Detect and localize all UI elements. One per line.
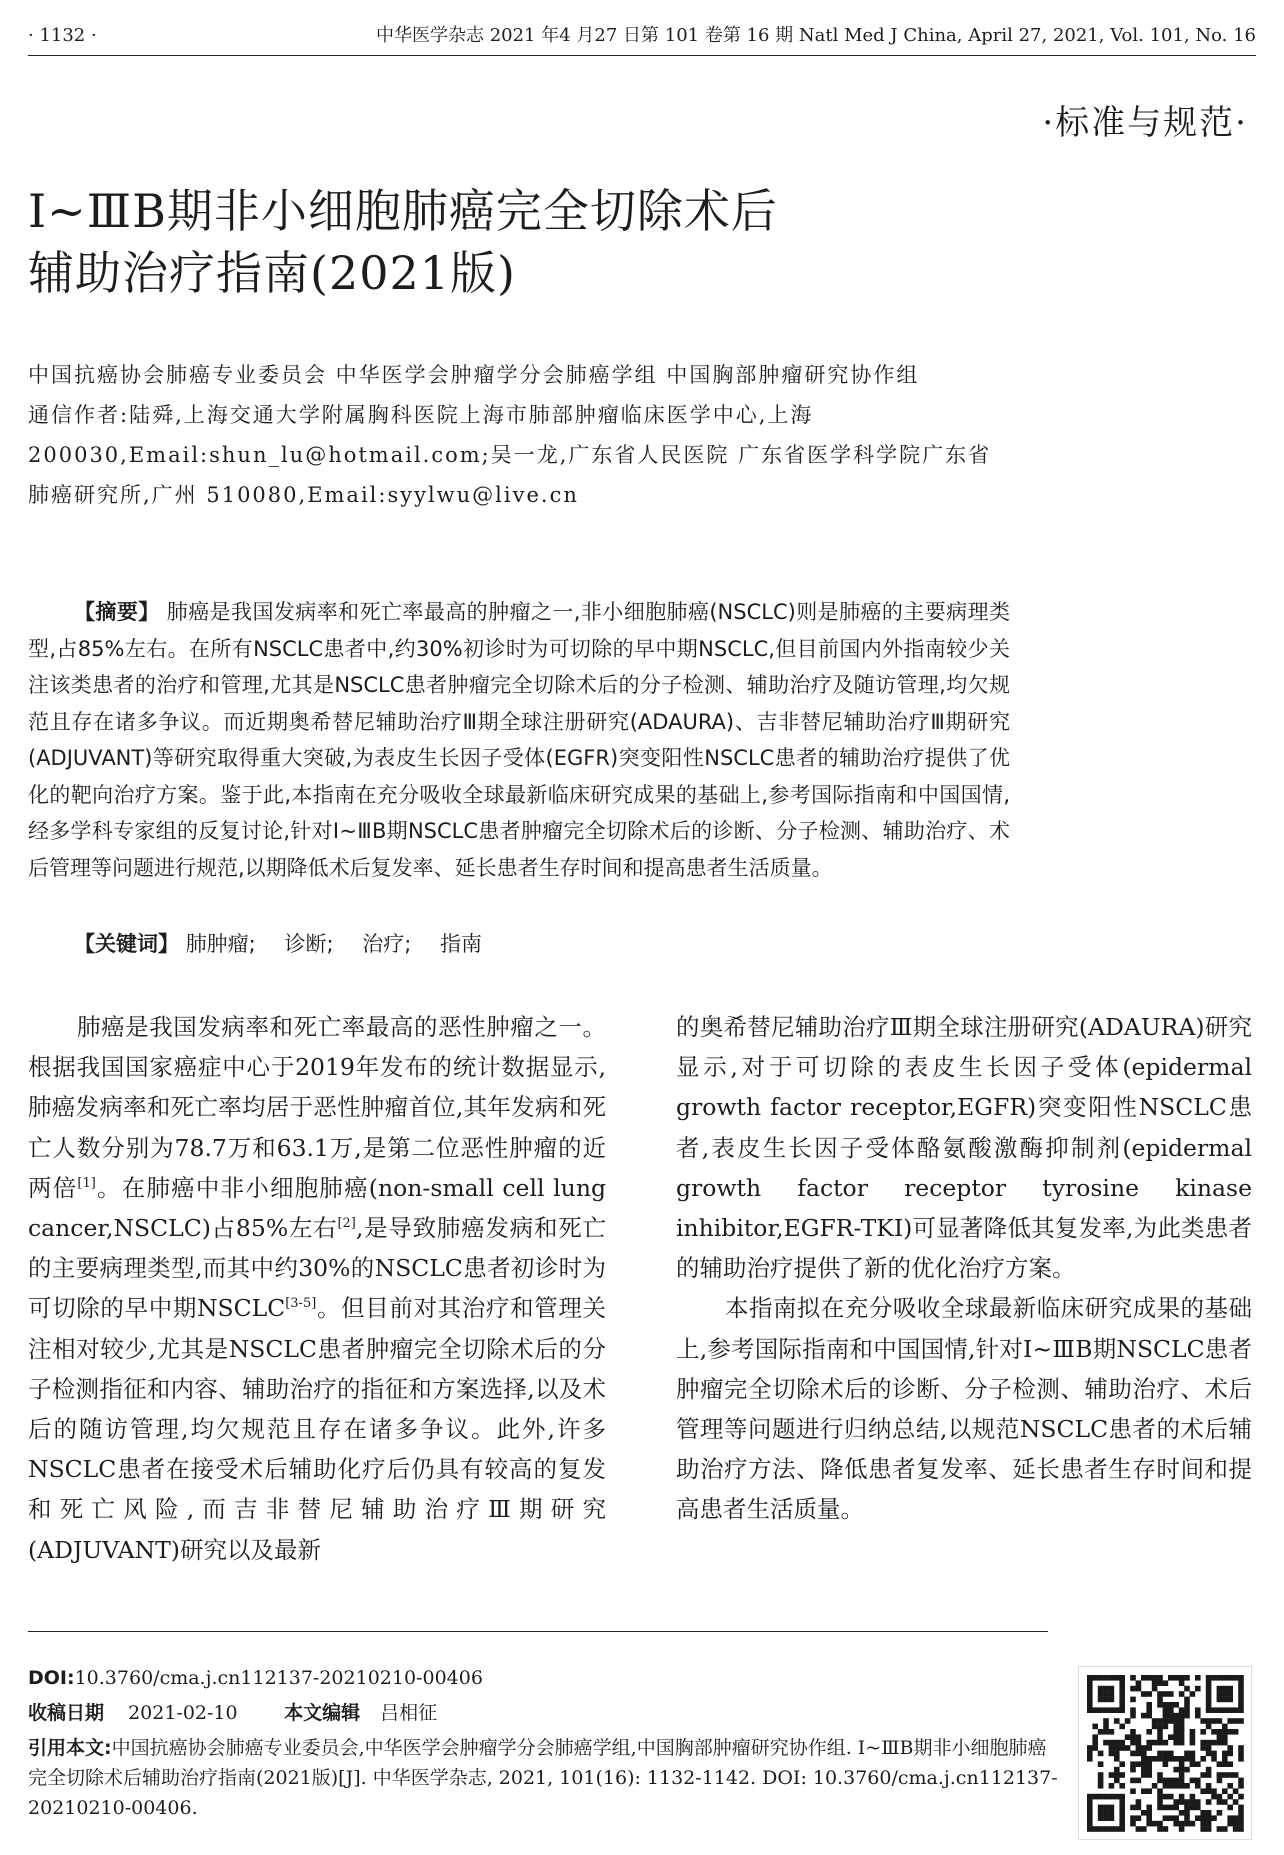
cite-label: 引用本文: [28,1737,112,1759]
received-date: 2021-02-10 [128,1702,238,1724]
body-paragraph: 本指南拟在充分吸收全球最新临床研究成果的基础上,参考国际指南和中国国情,针对Ⅰ~ⅢB期NSCLC患者肿瘤完全切除术后的诊断、分子检测、辅助治疗、术后管理等问题进行归纳总结,以规范NSCLC患者的术后辅助治疗方法、降低患者复发率、延长患者生存时间和提高患者生活质量。 [676,1294,1252,1524]
received-line [28,1698,1048,1728]
journal-citation-header: 中华医学杂志 2021 年4 月27 日第 101 卷第 16 期 Natl Med J China, April 27, 2021, Vol. 101, No. 16 [375,25,1256,46]
body-paragraph: 的奥希替尼辅助治疗Ⅲ期全球注册研究(ADAURA)研究显示,对于可切除的表皮生长因子受体(epidermal growth factor receptor,EGFR)突变阳性NSCLC患者,表皮生长因子受体酪氨酸激酶抑制剂(epidermal growth factor receptor tyrosine kinase inhibitor,EGFR-TKI)可显著降低其复发率,为此类患者的辅助治疗提供了新的优化治疗方案。 [676,1013,1252,1283]
article-title [28,180,1008,304]
qr-code-icon[interactable] [1078,1666,1252,1840]
author-block [28,355,1008,515]
citation-block [28,1733,1058,1823]
abstract-text: 肺癌是我国发病率和死亡率最高的肿瘤之一,非小细胞肺癌(NSCLC)则是肺癌的主要病理类型,占85%左右。在所有NSCLC患者中,约30%初诊时为可切除的早中期NSCLC,但目前国内外指南较少关注该类患者的治疗和管理,尤其是NSCLC患者肿瘤完全切除术后的分子检测、辅助治疗及随访管理,均欠规范且存在诸多争议。而近期奥希替尼辅助治疗Ⅲ期全球注册研究(ADAURA)、吉非替尼辅助治疗Ⅲ期研究(ADJUVANT)等研究取得重大突破,为表皮生长因子受体(EGFR)突变阳性NSCLC患者的辅助治疗提供了优化的靶向治疗方案。鉴于此,本指南在充分吸收全球最新临床研究成果的基础上,参考国际指南和中国国情,经多学科专家组的反复讨论,针对Ⅰ~ⅢB期NSCLC患者肿瘤完全切除术后的诊断、分子检测、辅助治疗、术后管理等问题进行规范,以期降低术后复发率、延长患者生存时间和提高患者生活质量。 [28,600,1011,880]
doi-line [28,1663,1048,1693]
doi-label: DOI: [28,1667,75,1689]
editor-name: 吕相征 [380,1702,438,1724]
keywords-label: 【关键词】 [74,932,179,956]
header-rule [28,55,1256,56]
citation-ref[interactable]: [3-5] [285,1296,317,1312]
body-text: 。在肺癌中非小细胞肺癌(non-small cell lung cancer,NSCLC)占85%左右 [28,1173,606,1243]
citation-ref[interactable]: [1] [77,1175,96,1191]
keyword: 指南 [439,932,482,956]
editor-label: 本文编辑 [284,1702,361,1724]
keyword: 治疗; [362,932,412,956]
abstract [28,594,1010,886]
keywords [74,926,504,962]
author-groups: 中国抗癌协会肺癌专业委员会 中华医学会肿瘤学分会肺癌学组 中国胸部肿瘤研究协作组 [28,363,920,387]
body-paragraph [28,1007,606,1570]
footer-rule [28,1631,1048,1632]
abstract-label: 【摘要】 [74,600,160,624]
corresponding-authors: 通信作者:陆舜,上海交通大学附属胸科医院上海市肺部肿瘤临床医学中心,上海 200030,Email:shun_lu@hotmail.com;吴一龙,广东省人民医院 广东省医学科学院广东省肺癌研究所,广州 510080,Email:syylwu@live.cn [28,403,992,507]
received-label: 收稿日期 [28,1702,105,1724]
running-header [28,22,1256,50]
keyword: 诊断; [284,932,334,956]
body-column-right [676,1007,1252,1530]
section-tag: ·标准与规范· [1042,103,1248,143]
body-text: 肺癌是我国发病率和死亡率最高的恶性肿瘤之一。根据我国国家癌症中心于2019年发布的统计数据显示,肺癌发病率和死亡率均居于恶性肿瘤首位,其年发病和死亡人数分别为78.7万和63.1万,是第二位恶性肿瘤的近两倍 [28,1013,606,1202]
qr-code-graphic [1079,1667,1251,1839]
keyword: 肺肿瘤; [185,932,256,956]
body-text: 。但目前对其治疗和管理关注相对较少,尤其是NSCLC患者肿瘤完全切除术后的分子检测指征和内容、辅助治疗的指征和方案选择,以及术后的随访管理,均欠规范且存在诸多争议。此外,许多NSCLC患者在接受术后辅助化疗后仍具有较高的复发和死亡风险,而吉非替尼辅助治疗Ⅲ期研究(ADJUVANT)研究以及最新 [28,1294,606,1564]
page-number: · 1132 · [28,25,97,46]
title-line-2: 辅助治疗指南(2021版) [28,246,516,300]
title-line-1: Ⅰ~ⅢB期非小细胞肺癌完全切除术后 [28,184,778,238]
body-text: ,是导致肺癌发病和死亡的主要病理类型,而其中约30%的NSCLC患者初诊时为可切除的早中期NSCLC [28,1214,606,1323]
cite-text: 中国抗癌协会肺癌专业委员会,中华医学会肿瘤学分会肺癌学组,中国胸部肿瘤研究协作组. Ⅰ~ⅢB期非小细胞肺癌完全切除术后辅助治疗指南(2021版)[J]. 中华医学杂志, 2021, 101(16): 1132-1142. DOI: 10.3760/cma.j.cn112137-20210210-00406. [28,1737,1058,1819]
citation-ref[interactable]: [2] [337,1216,356,1232]
doi-value[interactable]: 10.3760/cma.j.cn112137-20210210-00406 [74,1667,483,1689]
body-column-left [28,1007,606,1570]
